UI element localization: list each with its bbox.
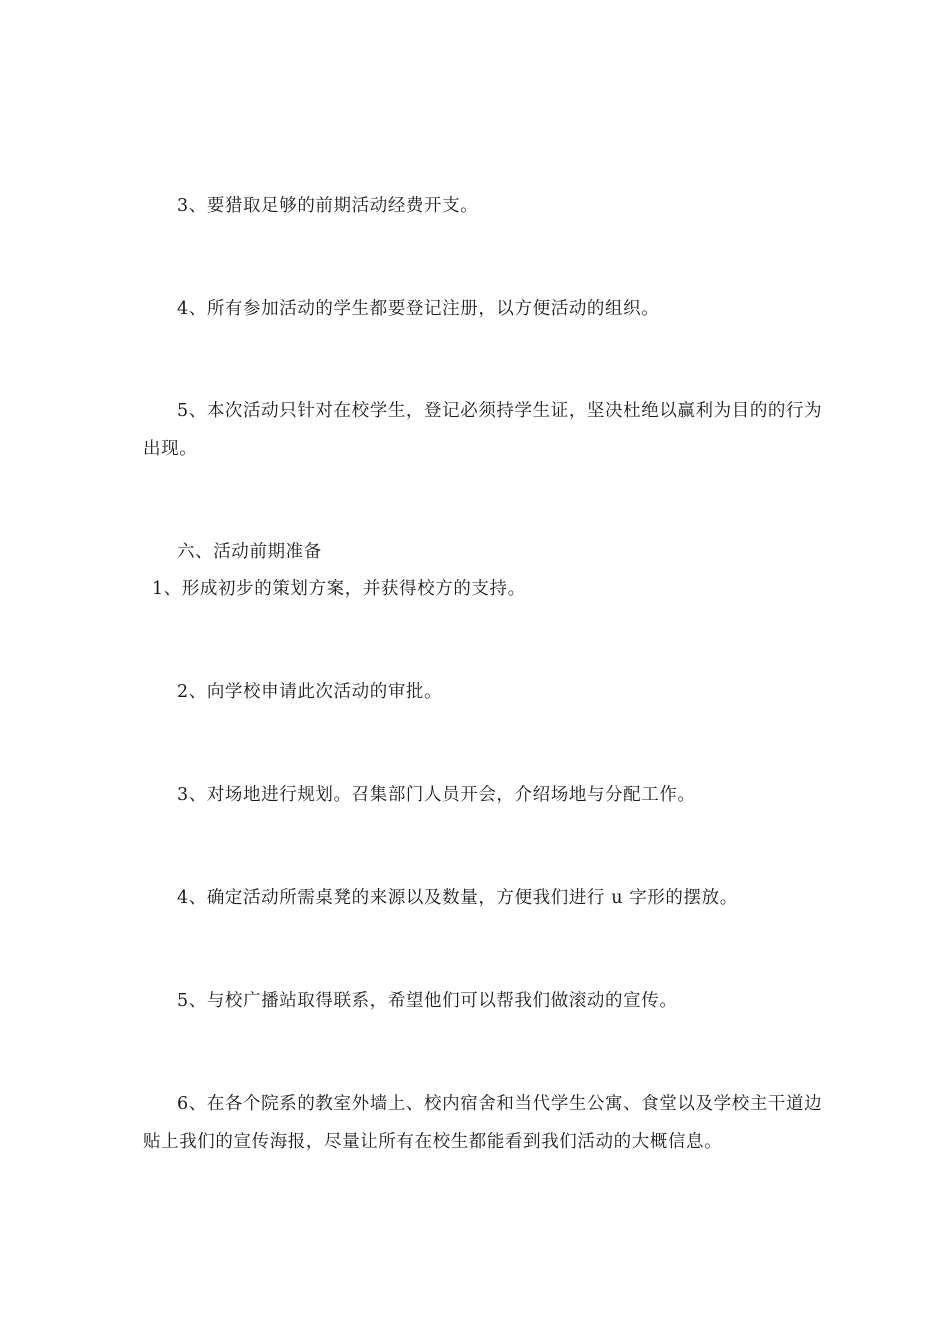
paragraph-funding: 3、要猎取足够的前期活动经费开支。 [177, 196, 479, 216]
paragraph-tables-chairs: 4、确定活动所需桌凳的来源以及数量，方便我们进行 u 字形的摆放。 [177, 888, 738, 908]
paragraph-plan-approval: 1、形成初步的策划方案，并获得校方的支持。 [152, 579, 526, 599]
paragraph-student-only: 5、本次活动只针对在校学生，登记必须持学生证，坚决杜绝以赢利为目的的行为出现。 [143, 401, 823, 459]
paragraph-radio-station: 5、与校广播站取得联系，希望他们可以帮我们做滚动的宣传。 [177, 991, 678, 1011]
paragraph-venue-planning: 3、对场地进行规划。召集部门人员开会，介绍场地与分配工作。 [177, 785, 696, 805]
paragraph-registration: 4、所有参加活动的学生都要登记注册，以方便活动的组织。 [177, 299, 660, 319]
paragraph-posters: 6、在各个院系的教室外墙上、校内宿舍和当代学生公寓、食堂以及学校主干道边贴上我们的宣传海报，尽量让所有在校生都能看到我们活动的大概信息。 [143, 1094, 823, 1152]
paragraph-school-application: 2、向学校申请此次活动的审批。 [177, 682, 443, 702]
section-heading-preparation: 六、活动前期准备 [177, 542, 322, 562]
